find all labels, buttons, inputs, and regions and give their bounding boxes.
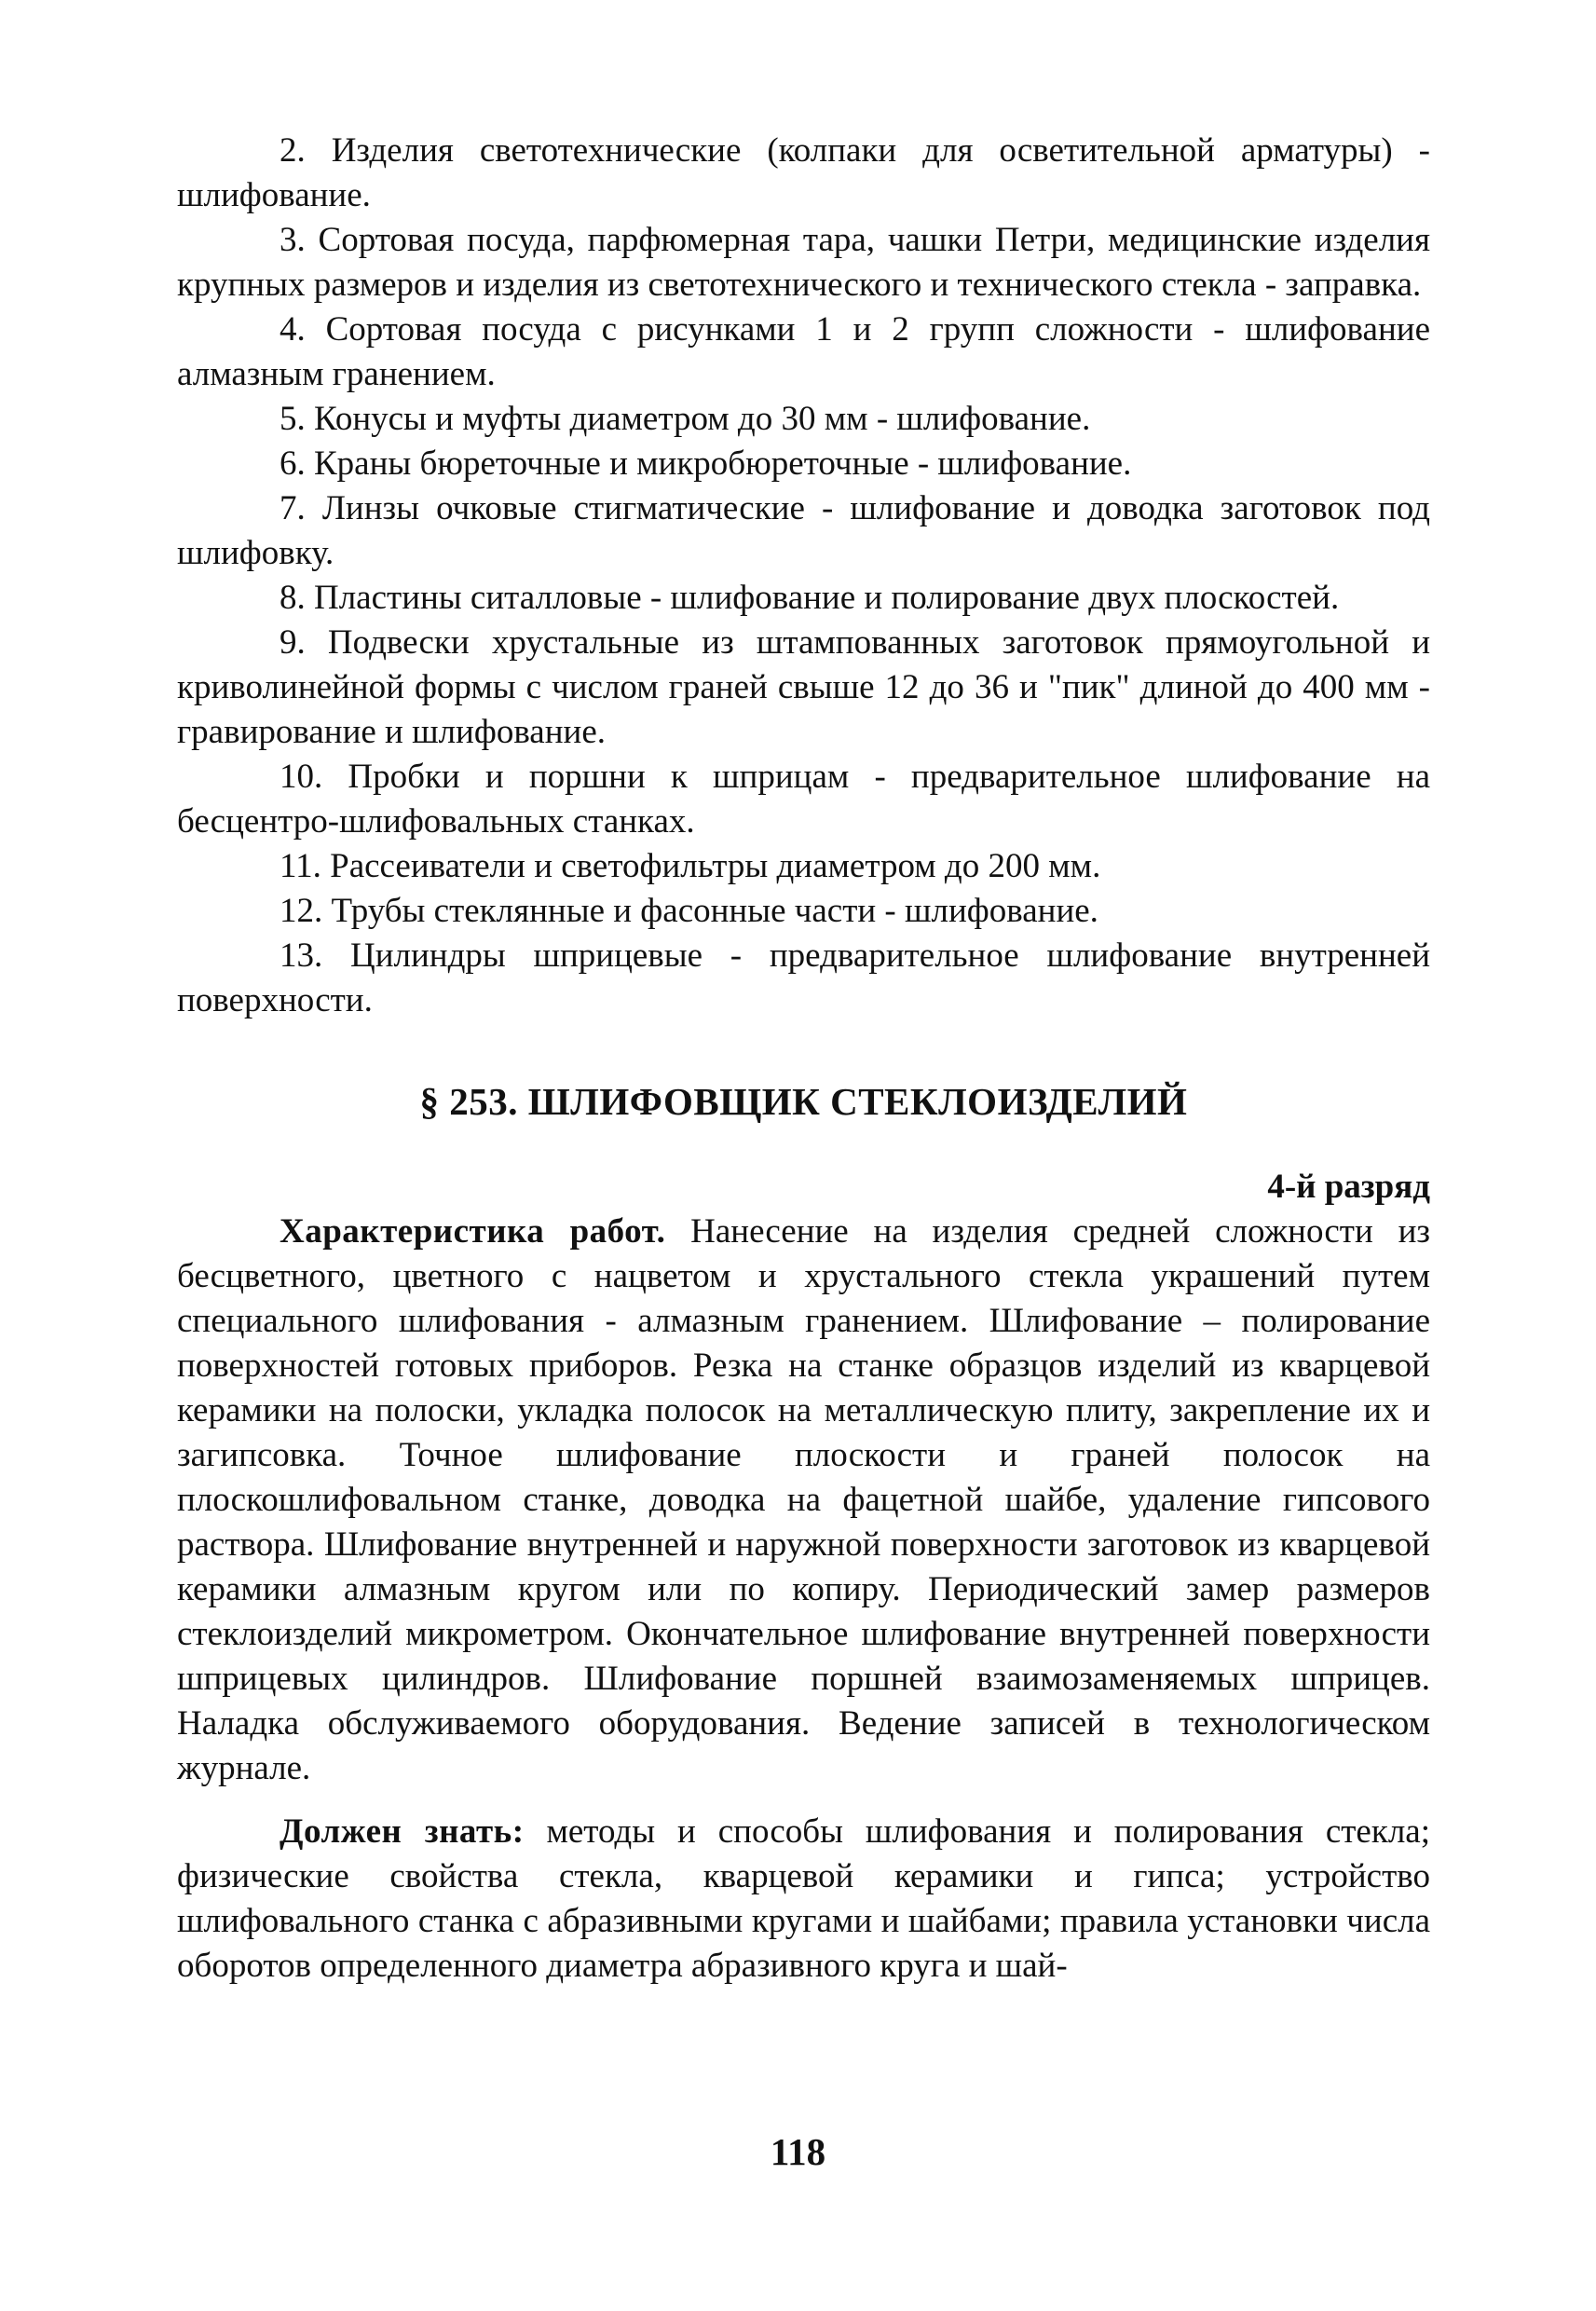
must-know-label: Должен знать: xyxy=(280,1812,525,1851)
list-item: 5. Конусы и муфты диаметром до 30 мм - шлифование. xyxy=(280,400,1091,438)
list-item: 13. Цилиндры шприцевые - предварительное шлифование внутренней поверхности. xyxy=(177,937,1430,1019)
list-item: 7. Линзы очковые стигматические - шлифование и доводка заготовок под шлифовку. xyxy=(177,489,1430,572)
list-item: 3. Сортовая посуда, парфюмерная тара, чашки Петри, медицинские изделия крупных размеров и изделия из светотехнического и технического стекла - заправка. xyxy=(177,221,1430,304)
list-item: 9. Подвески хрустальные из штампованных заготовок прямоугольной и криволинейной формы с числом граней свыше 12 до 36 и "пик" длиной до 400 мм - гравирование и шлифование. xyxy=(177,623,1430,751)
list-item: 8. Пластины ситалловые - шлифование и полирование двух плоскостей. xyxy=(280,579,1340,617)
list-item: 11. Рассеиватели и светофильтры диаметром до 200 мм. xyxy=(280,847,1101,885)
list-item: 4. Сортовая посуда с рисунками 1 и 2 групп сложности - шлифование алмазным гранением. xyxy=(177,310,1430,393)
section-heading: § 253. ШЛИФОВЩИК СТЕКЛОИЗДЕЛИЙ xyxy=(419,1080,1188,1123)
work-characteristics-label: Характеристика работ. xyxy=(280,1212,666,1251)
list-item: 10. Пробки и поршни к шприцам - предварительное шлифование на бесцентро-шлифовальных станках. xyxy=(177,758,1430,841)
work-examples-list xyxy=(177,129,1430,1023)
list-item: 2. Изделия светотехнические (колпаки для осветительной арматуры) - шлифование. xyxy=(177,131,1430,214)
list-item: 6. Краны бюреточные и микробюреточные - шлифование. xyxy=(280,444,1132,483)
work-characteristics-paragraph xyxy=(177,1210,1430,1791)
page-number: 118 xyxy=(770,2130,826,2173)
grade-label: 4-й разряд xyxy=(1267,1168,1430,1206)
must-know-paragraph xyxy=(177,1810,1430,1989)
work-characteristics-text: Нанесение на изделия средней сложности из бесцветного, цветного с нацветом и хрустального стекла украшений путем специального шлифования - алмазным гранением. Шлифование – полирование поверхностей готовых приборов. Резка на станке образцов изделий из кварцевой керамики на полоски, укладка полосок на металлическую плиту, закрепление их и загипсовка. Точное шлифование плоскости и граней полосок на плоскошлифовальном станке, доводка на фацетной шайбе, удаление гипсового раствора. Шлифование внутренней и наружной поверхности заготовок из кварцевой керамики алмазным кругом или по копиру. Периодический замер размеров стеклоизделий микрометром. Окончательное шлифование внутренней поверхности шприцевых цилиндров. Шлифование поршней взаимозаменяемых шприцев. Наладка обслуживаемого оборудования. Ведение записей в технологическом журнале. xyxy=(177,1212,1430,1787)
must-know-text: методы и способы шлифования и полирования стекла; физические свойства стекла, кварцевой керамики и гипса; устройство шлифовального станка с абразивными кругами и шайбами; правила установки числа оборотов определенного диаметра абразивного круга и шай- xyxy=(177,1812,1430,1985)
page-content xyxy=(177,129,1430,1989)
list-item: 12. Трубы стеклянные и фасонные части - шлифование. xyxy=(280,892,1098,930)
